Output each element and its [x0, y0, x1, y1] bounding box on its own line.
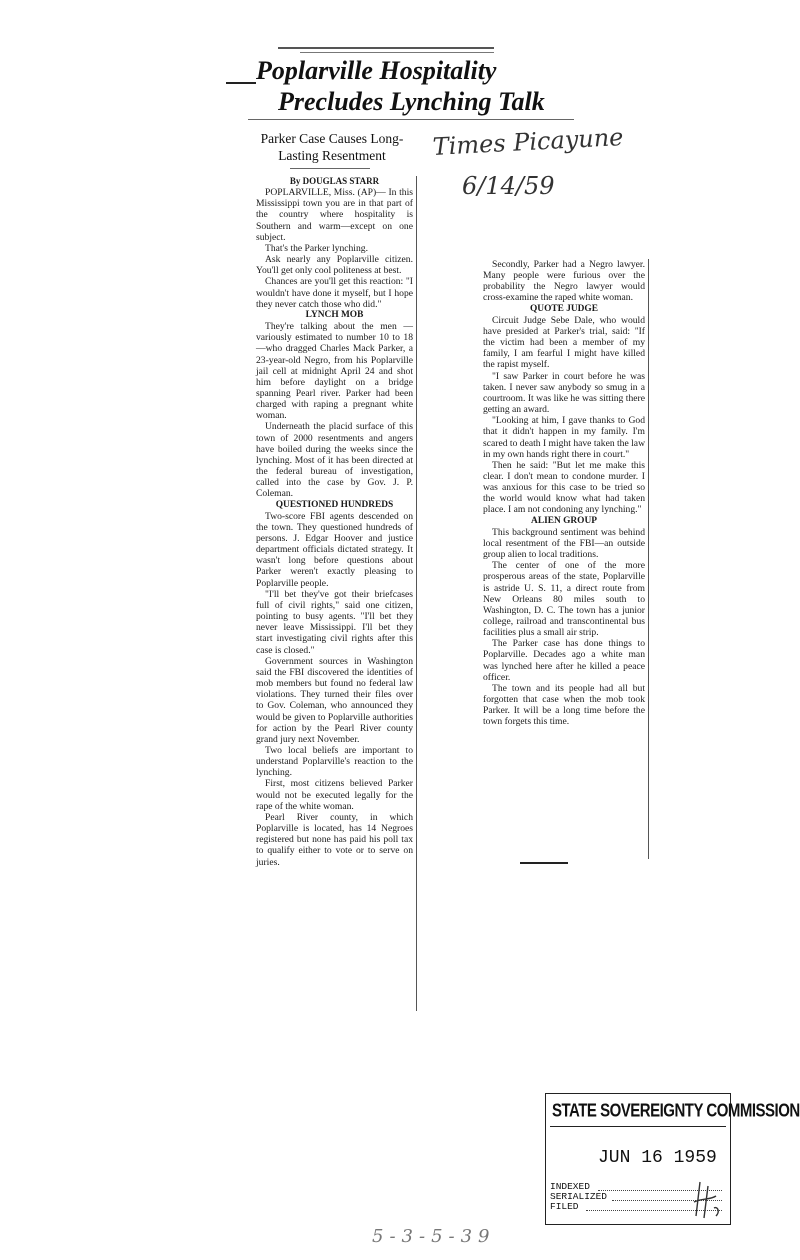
paragraph: Then he said: "But let me make this clear. I don't mean to condone murder. I was anxious for this case to be tried so the world would know what had taken place. I am not condoning any lynching." — [483, 459, 645, 516]
section-heading: ALIEN GROUP — [531, 515, 597, 526]
article-column-1 — [256, 176, 413, 868]
paragraph: The town and its people had all but forgotten that case when the mob took Parker. It will be a long time before the town forgets this time. — [483, 682, 645, 728]
byline: By DOUGLAS STARR — [289, 176, 380, 186]
section-heading: QUOTE JUDGE — [530, 303, 598, 314]
handwritten-source: Times Picayune — [432, 123, 625, 161]
paragraph: "I'll bet they've got their briefcases full of civil rights," said one citizen, pointing to busy agents. "I'll bet they never leave Mississippi. I'll bet they start investigating civil rights after this case is closed." — [256, 588, 413, 656]
column-1-edge — [416, 176, 417, 1011]
paragraph: The center of one of the more prosperous areas of the state, Poplarville is astride U. S. 11, a direct route from New Orleans 80 miles south to Washington, D. C. The town has a junior college, railroad and transcontinental bus facilities plus a small air strip. — [483, 560, 645, 639]
paragraph: Two local beliefs are important to understand Poplarville's reaction to the lynching. — [256, 744, 413, 779]
stamp-title: STATE SOVEREIGNTY COMMISSION — [552, 1100, 800, 1122]
paragraph: Government sources in Washington said the FBI discovered the identities of mob members but found no federal law violations. They turned their files over to Gov. Coleman, who announced they would be given to Poplarville authorities for action by the Pearl River county grand jury next November. — [256, 655, 413, 745]
paragraph: Ask nearly any Poplarville citizen. You'll get only cool politeness at best. — [256, 254, 413, 277]
subhead-underline — [290, 168, 370, 169]
column-2-body — [483, 259, 645, 728]
subheadline: Parker Case Causes Long-Lasting Resentment — [260, 131, 404, 163]
paragraph: Pearl River county, in which Poplarville is located, has 14 Negroes registered but none has paid his poll tax to qualify either to vote or to serve on juries. — [256, 811, 413, 868]
headline-rule — [226, 82, 256, 84]
paragraph: "I saw Parker in court before he was taken. I never saw anybody so smug in a courtroom. It was like he was sitting there getting an award. — [483, 370, 645, 416]
handwritten-bottom-note: 5-3-5-39 — [372, 1226, 496, 1247]
stamp-label-filed: FILED — [550, 1201, 579, 1212]
paragraph: The Parker case has done things to Poplarville. Decades ago a white man was lynched here after he killed a peace officer. — [483, 638, 645, 683]
paragraph: Circuit Judge Sebe Dale, who would have presided at Parker's trial, said: "If the victim had been a member of my family, I am fearful I might have killed the rapist myself. — [483, 314, 645, 371]
paragraph: That's the Parker lynching. — [265, 242, 368, 254]
stamp-label-indexed: INDEXED — [550, 1181, 590, 1192]
section-heading: LYNCH MOB — [305, 309, 364, 320]
stamp-title-rule — [550, 1126, 726, 1127]
top-rule-2 — [300, 52, 494, 53]
paragraph: "Looking at him, I gave thanks to God that it didn't happen in my family. I'm scared to death I might have taken the law in my own hands right there in court." — [483, 415, 645, 460]
paragraph: Secondly, Parker had a Negro lawyer. Many people were furious over the probability the Negro lawyer would cross-examine the raped white woman. — [483, 259, 645, 304]
paragraph: They're talking about the men — variously estimated to number 10 to 18—who dragged Charles Mack Parker, a 23-year-old Negro, from his Poplarville jail cell at midnight April 24 and shot him before daylight on a bridge spanning Pearl river. Parker had been charged with raping a pregnant white woman. — [256, 321, 413, 422]
column-2-edge — [648, 259, 649, 859]
stamp-initials-mark — [686, 1178, 726, 1222]
paragraph: First, most citizens believed Parker would not be executed legally for the rape of the white woman. — [256, 778, 413, 812]
article-column-2 — [483, 259, 645, 728]
headline-underline — [248, 119, 574, 120]
handwritten-date: 6/14/59 — [462, 172, 555, 200]
paragraph: Two-score FBI agents descended on the town. They questioned hundreds of persons. J. Edgar Hoover and justice department officials dictated strategy. It wasn't long before questions about Parker weren't exactly pleasing to Poplarville people. — [256, 510, 413, 589]
section-heading: QUESTIONED HUNDREDS — [275, 499, 394, 510]
headline-line-1: Poplarville Hospitality — [256, 56, 497, 85]
end-mark — [520, 862, 568, 864]
stamp-date: JUN 16 1959 — [598, 1148, 717, 1168]
paragraph: Chances are you'll get this reaction: "I wouldn't have done it myself, but I hope they never catch those who did." — [256, 276, 413, 310]
stamp-label-serialized: SERIALIZED — [550, 1191, 608, 1202]
column-1-body — [256, 187, 413, 868]
paragraph: Underneath the placid surface of this town of 2000 resentments and angers have boiled during the weeks since the lynching. Most of it has been directed at the federal bureau of investigation, called into the case by Gov. J. P. Coleman. — [256, 421, 413, 500]
headline-line-2: Precludes Lynching Talk — [278, 87, 545, 116]
paragraph: This background sentiment was behind local resentment of the FBI—an outside group alien to local traditions. — [483, 526, 645, 561]
paragraph: POPLARVILLE, Miss. (AP)— In this Mississippi town you are in that part of the country where hospitality is Southern and warm—except on one subject. — [256, 187, 413, 243]
top-rule — [278, 47, 494, 49]
commission-stamp — [545, 1093, 800, 1225]
